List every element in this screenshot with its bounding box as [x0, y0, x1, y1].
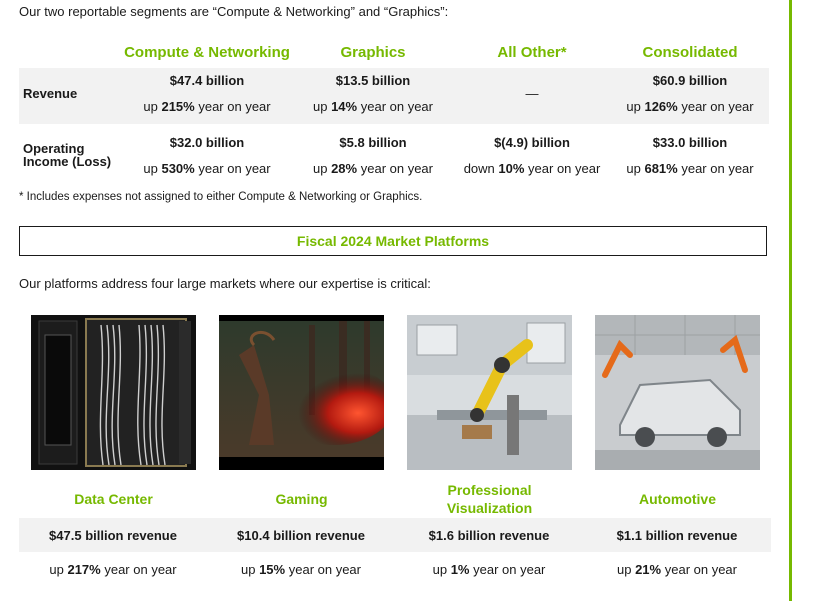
platform-revenue-automotive: $1.1 billion revenue	[616, 528, 738, 543]
platform-name-data-center: Data Center	[74, 491, 153, 507]
operating-income-row-label: Operating Income (Loss)	[23, 141, 112, 169]
right-accent-rule	[789, 0, 792, 601]
platforms-intro: Our platforms address four large markets where our expertise is critical:	[19, 276, 431, 291]
platform-change-data-center: up 217% year on year	[49, 562, 177, 577]
market-platforms-banner: Fiscal 2024 Market Platforms	[19, 226, 767, 256]
platform-name-automotive: Automotive	[639, 491, 716, 507]
platform-change-professional-visualization: up 1% year on year	[432, 562, 546, 577]
platform-name-professional-visualization: Professional Visualization	[446, 482, 533, 516]
platform-change-automotive: up 21% year on year	[616, 562, 737, 577]
gaming-photo	[219, 315, 384, 470]
platform-revenue-professional-visualization: $1.6 billion revenue	[428, 528, 550, 543]
platform-revenue-gaming: $10.4 billion revenue	[237, 528, 365, 543]
revenue-graphics: $13.5 billion up 14% year on year	[312, 73, 433, 114]
platform-change-gaming: up 15% year on year	[240, 562, 361, 577]
operating-consolidated: $33.0 billion up 681% year on year	[626, 135, 754, 176]
data-center-photo	[31, 315, 196, 470]
operating-graphics: $5.8 billion up 28% year on year	[312, 135, 433, 176]
platform-revenue-data-center: $47.5 billion revenue	[49, 528, 177, 543]
operating-compute-networking: $32.0 billion up 530% year on year	[143, 135, 271, 176]
col-header-consolidated: Consolidated	[642, 44, 738, 61]
revenue-all-other-dash: —	[525, 86, 539, 101]
revenue-row-label: Revenue	[23, 86, 78, 101]
professional-visualization-photo	[407, 315, 572, 470]
segments-intro: Our two reportable segments are “Compute & Networking” and “Graphics”:	[19, 4, 449, 19]
col-header-graphics: Graphics	[340, 44, 406, 61]
automotive-photo	[595, 315, 760, 470]
revenue-compute-networking: $47.4 billion up 215% year on year	[143, 73, 271, 114]
segments-footnote: * Includes expenses not assigned to either Compute & Networking or Graphics.	[19, 191, 423, 203]
col-header-all-other: All Other*	[497, 44, 567, 61]
col-header-compute-networking: Compute & Networking	[124, 44, 290, 61]
operating-all-other: $(4.9) billion down 10% year on year	[463, 135, 601, 176]
revenue-consolidated: $60.9 billion up 126% year on year	[626, 73, 754, 114]
platform-name-gaming: Gaming	[275, 491, 328, 507]
